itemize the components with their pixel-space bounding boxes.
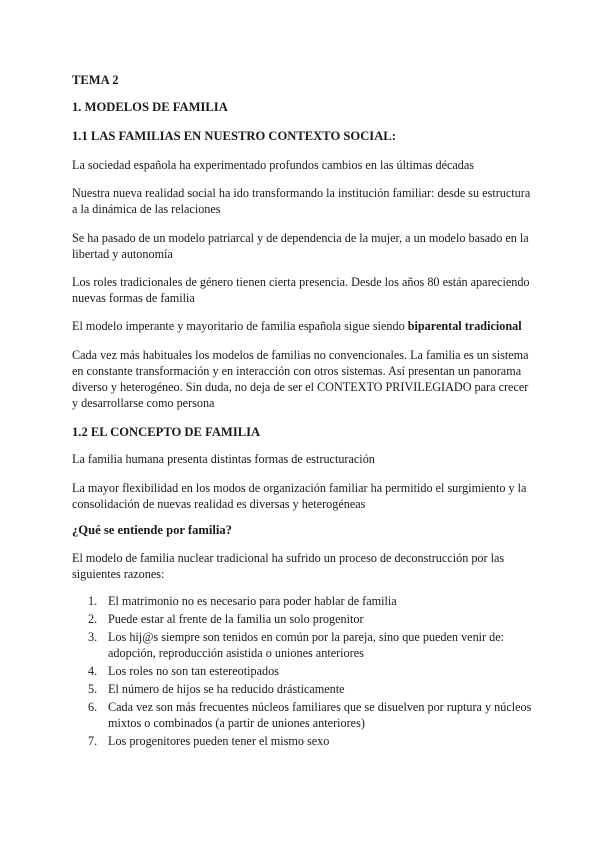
paragraph-8: La mayor flexibilidad en los modos de organización familiar ha permitido el surgimiento y la consolidación de nuevas realidad es diversas y heterogéneas [72, 481, 527, 511]
section-1-2-title: 1.2 EL CONCEPTO DE FAMILIA [72, 425, 261, 439]
section-1-title: 1. MODELOS DE FAMILIA [72, 100, 228, 114]
paragraph-4: Los roles tradicionales de género tienen cierta presencia. Desde los años 80 están apareciendo nuevas formas de familia [72, 275, 530, 305]
paragraph-7: La familia humana presenta distintas formas de estructuración [72, 452, 375, 466]
paragraph-5-bold: biparental tradicional [407, 319, 522, 333]
list-item: 5. El número de hijos se ha reducido drásticamente [88, 682, 345, 696]
question-heading: ¿Qué se entiende por familia? [72, 523, 232, 537]
paragraph-6: Cada vez más habituales los modelos de familias no convencionales. La familia es un sistema en constante transformación y en interacción con otros sistemas. Así presentan un panorama diverso y heterogéneo. Sin duda, no deja de ser el CONTEXTO PRIVILEGIADO para crecer y desarrollarse como persona [72, 348, 529, 410]
paragraph-1: La sociedad española ha experimentado profundos cambios en las últimas décadas [72, 158, 475, 172]
paragraph-5 [72, 318, 534, 334]
tema-heading: TEMA 2 [72, 73, 119, 87]
list-item: 1. El matrimonio no es necesario para poder hablar de familia [88, 594, 397, 608]
paragraph-9: El modelo de familia nuclear tradicional ha sufrido un proceso de deconstrucción por las siguientes razones: [72, 551, 505, 581]
reasons-list [72, 593, 534, 751]
paragraph-3: Se ha pasado de un modelo patriarcal y de dependencia de la mujer, a un modelo basado en la libertad y autonomía [72, 231, 529, 261]
paragraph-5-text: El modelo imperante y mayoritario de familia española sigue siendo [72, 319, 408, 333]
list-item: 6. Cada vez son más frecuentes núcleos familiares que se disuelven por ruptura y núcleos mixtos o combinados (a partir de uniones anteriores) [88, 700, 532, 730]
paragraph-2: Nuestra nueva realidad social ha ido transformando la institución familiar: desde su estructura a la dinámica de las relaciones [72, 186, 531, 216]
list-item: 4. Los roles no son tan estereotipados [88, 664, 279, 678]
list-item: 2. Puede estar al frente de la familia un solo progenitor [88, 612, 364, 626]
list-item: 7. Los progenitores pueden tener el mismo sexo [88, 734, 330, 748]
list-item: 3. Los hij@s siempre son tenidos en común por la pareja, sino que pueden venir de: adopción, reproducción asistida o uniones anteriores [88, 630, 505, 660]
section-1-1-title: 1.1 LAS FAMILIAS EN NUESTRO CONTEXTO SOCIAL: [72, 129, 396, 143]
